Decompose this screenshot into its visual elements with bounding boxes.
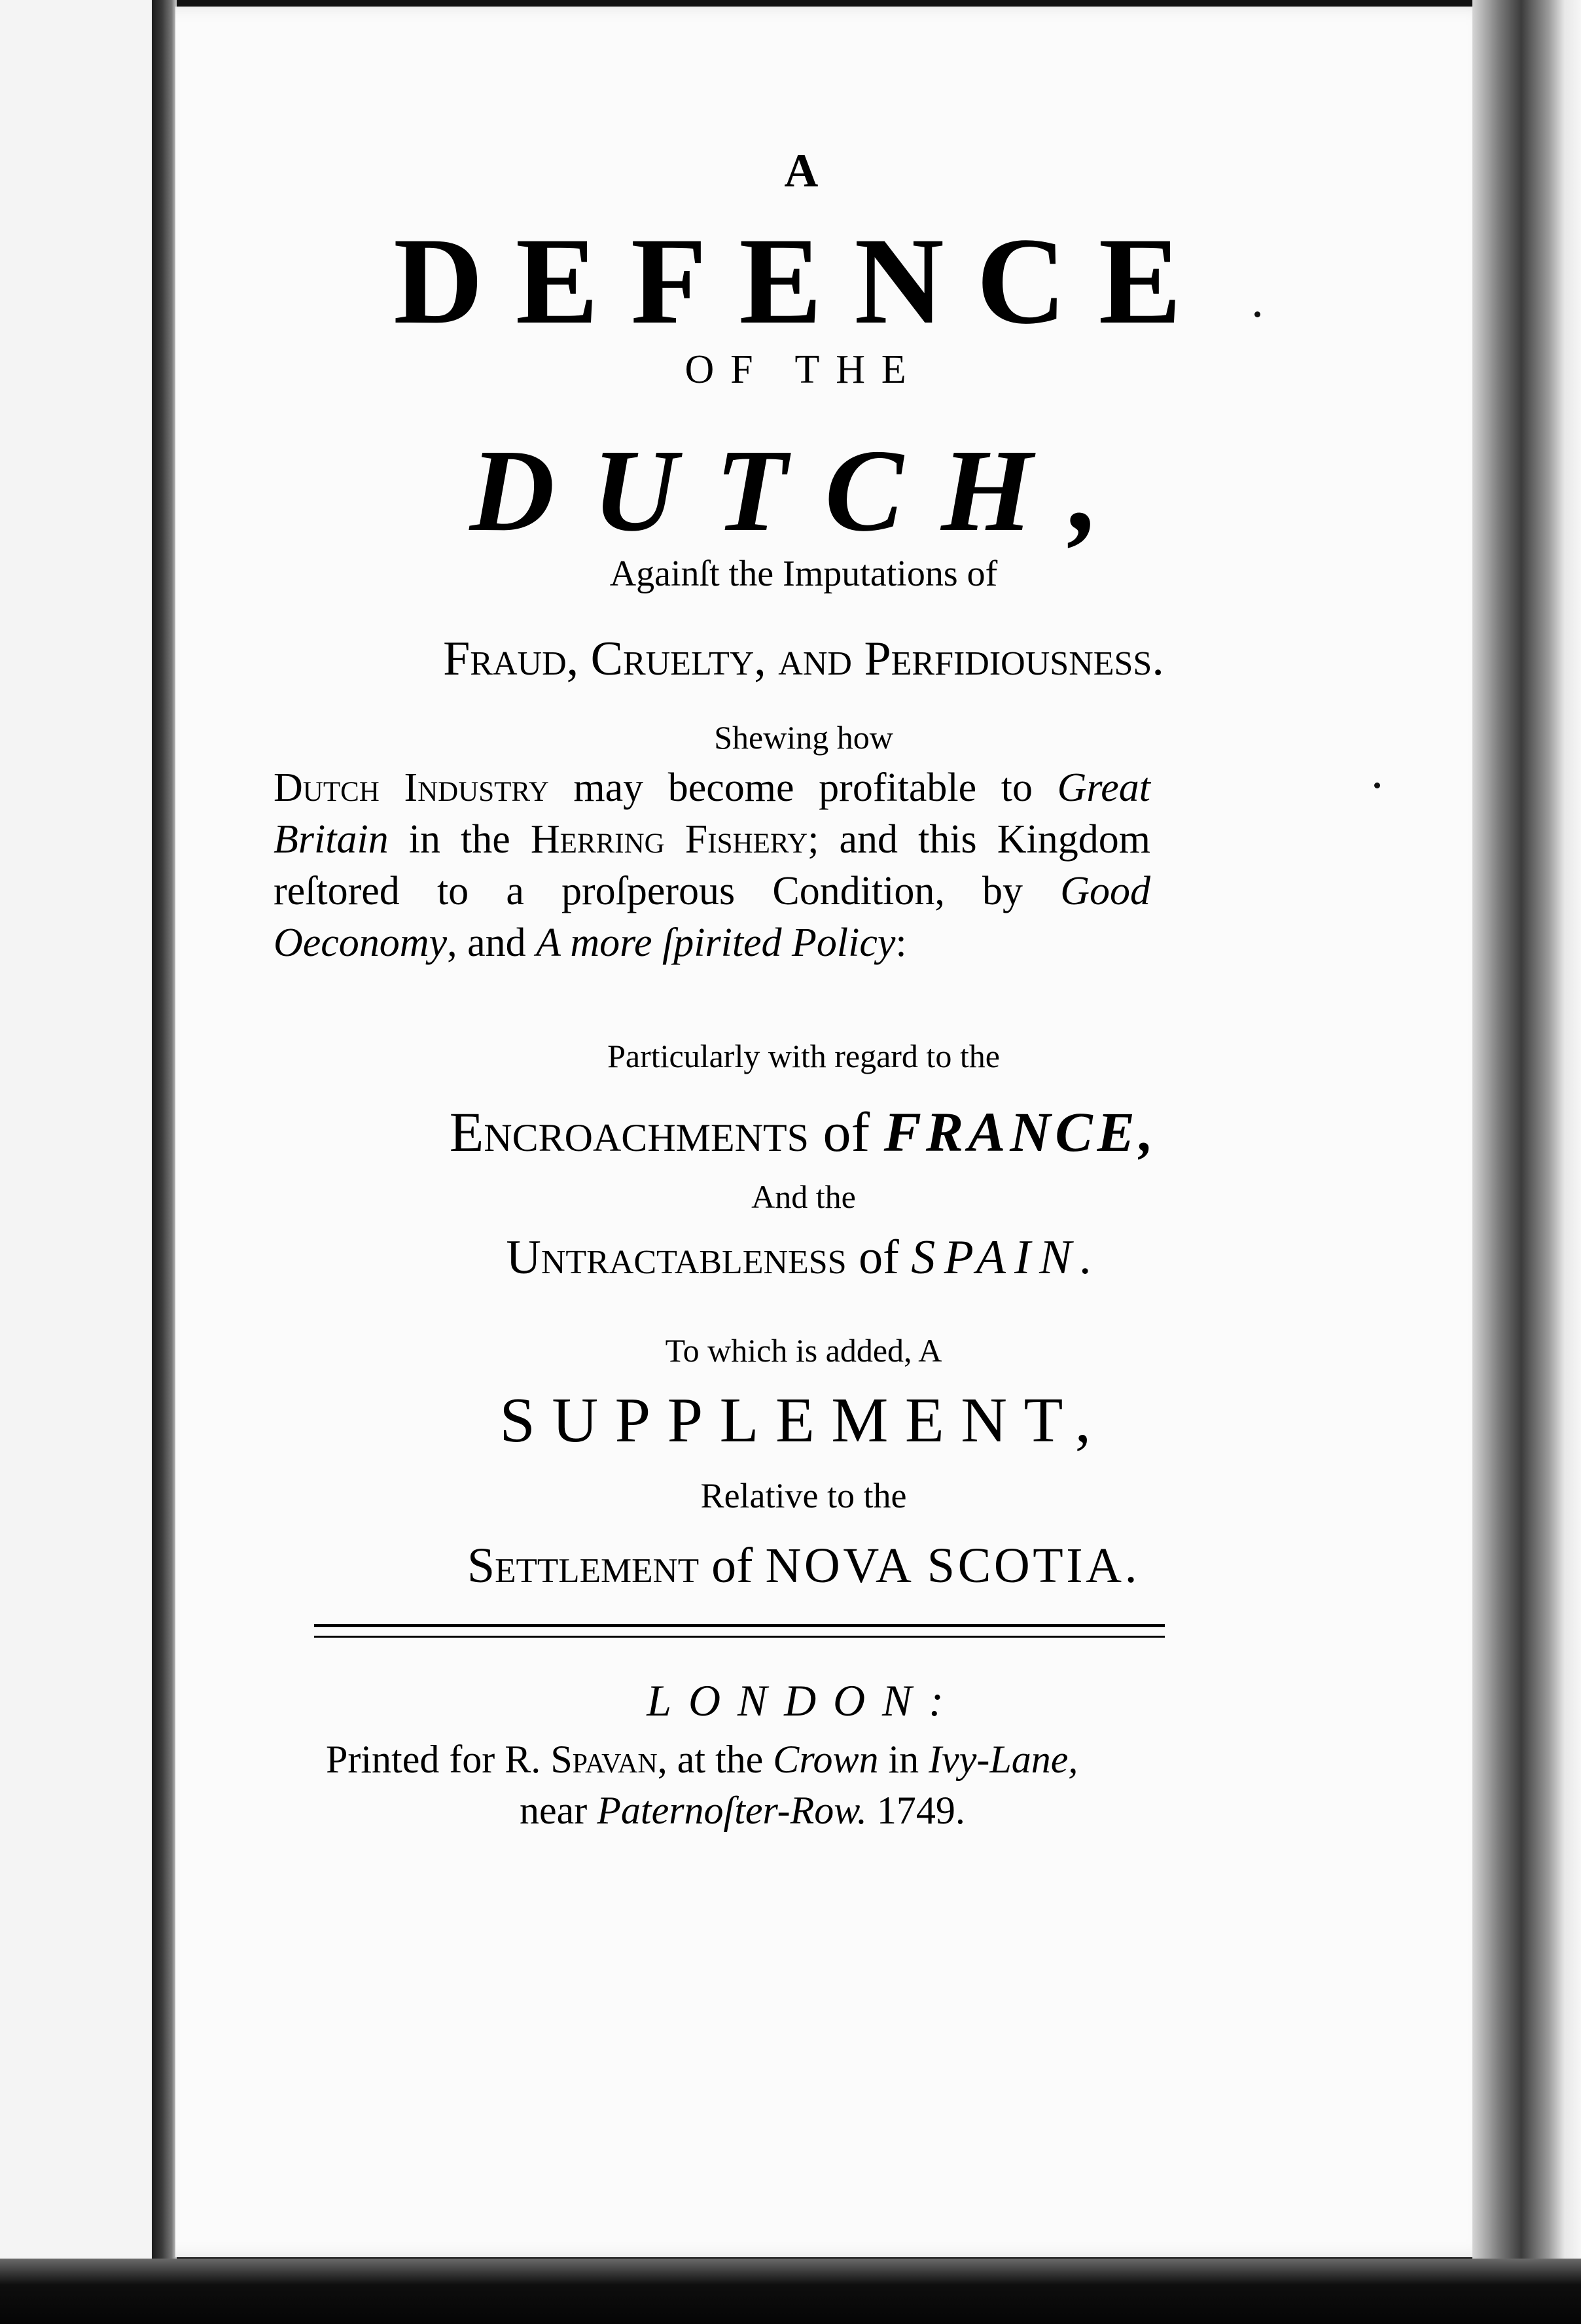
of-text: of [809,1100,884,1163]
paternoster-text: Paternoſter-Row. [597,1789,867,1832]
dutch-industry-text: Dutch Industry [274,766,549,810]
imprint-text: in [878,1738,929,1781]
page-edge-bottom [0,2259,1581,2324]
subtitle-particularly: Particularly with regard to the [607,1038,1000,1074]
divider-rule-thin [314,1636,1165,1638]
page-edge-right [1472,0,1581,2277]
paragraph-text: ; and this Kingdom reſtored to a proſperous Condition, by [274,817,1150,913]
title-supplement: SUPPLEMENT, [499,1385,1108,1456]
ink-speck [1374,783,1380,788]
subtitle-relative-to-the: Relative to the [700,1476,907,1515]
imprint-london: LONDON: [647,1676,961,1725]
left-facing-page [0,0,156,2264]
great-britain-text: Great Britain [274,766,1150,862]
untractableness-text: Untractableness [506,1231,847,1284]
crown-text: Crown [773,1738,879,1781]
paragraph-text: : [895,921,907,965]
subtitle-untractableness [175,1230,1432,1286]
title-defence: DEFENCE [393,213,1214,350]
imprint [326,1734,1177,1836]
of-text: of [699,1538,766,1593]
book-gutter [152,0,177,2277]
paragraph-text: may become profitable to [548,766,1057,810]
imprint-line-1 [326,1734,1177,1785]
printed-for-text: Printed for R. [326,1738,551,1781]
france-text: FRANCE, [883,1100,1158,1163]
spirited-policy-text: A more ſpirited Policy [536,921,896,965]
good-oeconomy-text: Good Oeconomy [274,869,1150,965]
paragraph-text: in the [388,817,531,862]
paragraph-text: , and [447,921,537,965]
description-paragraph [274,762,1150,969]
subtitle-settlement [175,1538,1432,1594]
title-of-the: OF THE [684,347,923,392]
settlement-text: Settlement [467,1538,700,1593]
subtitle-and-the: And the [751,1178,856,1215]
year-text: 1749. [866,1789,965,1832]
title-article: A [784,145,823,197]
divider-rule-thick [314,1624,1165,1627]
nova-scotia-text: NOVA SCOTIA. [765,1538,1141,1593]
herring-fishery-text: Herring Fishery [530,817,808,862]
subtitle-shewing-how: Shewing how [714,719,893,756]
imprint-line-2 [326,1785,1177,1836]
near-text: near [520,1789,597,1832]
imprint-text: , at the [657,1738,773,1781]
subtitle-encroachments [175,1099,1432,1165]
of-text: of [846,1231,912,1284]
subtitle-to-which-is-added: To which is added, A [665,1332,942,1369]
title-dutch: DUTCH, [469,425,1138,555]
encroachments-text: Encroachments [449,1100,809,1163]
spavan-text: Spavan [550,1738,658,1781]
subtitle-against: Againſt the Imputations of [609,554,998,594]
spain-text: SPAIN. [911,1231,1101,1284]
ivy-lane-text: Ivy-Lane, [929,1738,1078,1781]
subtitle-fraud-cruelty: Fraud, Cruelty, and Perfidiousness. [443,632,1164,686]
